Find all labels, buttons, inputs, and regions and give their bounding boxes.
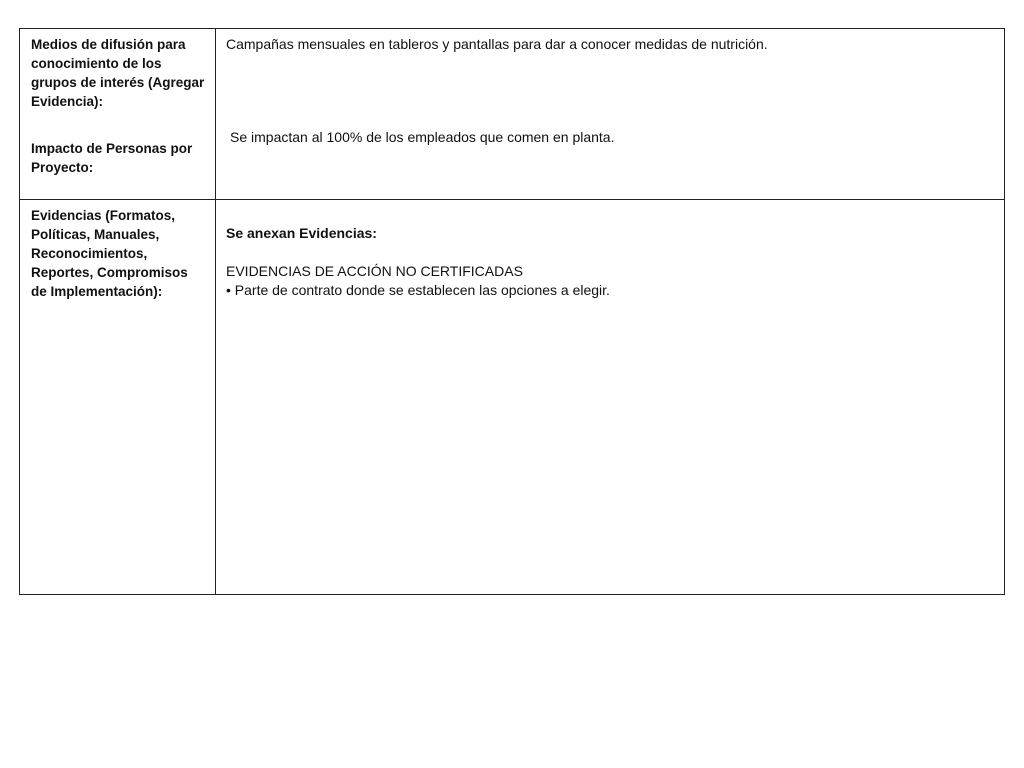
value-impacto-personas: Se impactan al 100% de los empleados que comen en planta. bbox=[230, 129, 615, 145]
label-impacto-personas: Impacto de Personas por Proyecto: bbox=[31, 141, 193, 175]
label-evidencias: Evidencias (Formatos, Políticas, Manuales, Reconocimientos, Reportes, Compromisos de Implementación): bbox=[31, 208, 188, 299]
value-evidencias-no-certificadas: EVIDENCIAS DE ACCIÓN NO CERTIFICADAS bbox=[226, 263, 523, 279]
value-cell-medios bbox=[216, 29, 1005, 200]
evidence-table bbox=[19, 28, 1005, 595]
label-cell-evidencias bbox=[20, 200, 216, 595]
value-cell-evidencias bbox=[216, 200, 1005, 595]
label-medios-difusion: Medios de difusión para conocimiento de los grupos de interés (Agregar Evidencia): bbox=[31, 37, 205, 109]
value-medios-difusion: Campañas mensuales en tableros y pantallas para dar a conocer medidas de nutrición. bbox=[226, 36, 768, 52]
value-bullet-contrato: • Parte de contrato donde se establecen las opciones a elegir. bbox=[226, 282, 610, 298]
value-anexan-evidencias: Se anexan Evidencias: bbox=[226, 225, 377, 241]
table-row-medios bbox=[20, 29, 1005, 200]
label-cell-medios bbox=[20, 29, 216, 200]
table-row-evidencias bbox=[20, 200, 1005, 595]
